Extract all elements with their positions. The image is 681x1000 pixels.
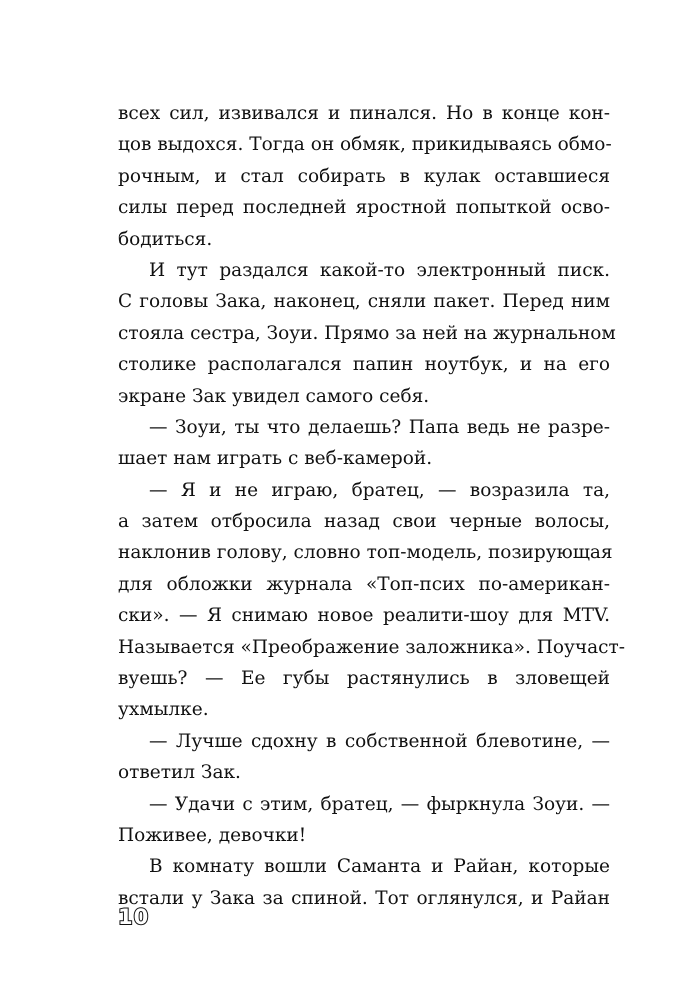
text-line: ухмылке.: [118, 699, 209, 721]
text-line: стояла сестра, Зоуи. Прямо за ней на журнальном: [118, 322, 616, 344]
text-line: ски». — Я снимаю новое реалити-шоу для MTV.: [118, 605, 610, 627]
text-line: для обложки журнала «Топ-псих по-американ-: [118, 573, 610, 595]
text-line: наклонив голову, словно топ-модель, позирующая: [118, 542, 613, 564]
text-line: силы перед последней яростной попыткой осво-: [118, 197, 610, 219]
text-line: — Лучше сдохну в собственной блевотине, —: [149, 730, 610, 752]
text-line: Называется «Преображение заложника». Поучаст-: [118, 636, 625, 658]
text-line: встали у Зака за спиной. Тот оглянулся, и Райан: [118, 887, 610, 909]
text-line: бодиться.: [118, 228, 213, 250]
text-line: — Зоуи, ты что делаешь? Папа ведь не разре-: [149, 416, 610, 438]
body-text: [118, 98, 625, 914]
text-line: всех сил, извивался и пинался. Но в конце кон-: [118, 103, 610, 124]
text-line: рочным, и стал собирать в кулак оставшиеся: [118, 165, 610, 187]
text-line: Поживее, девочки!: [118, 824, 307, 846]
text-line: С головы Зака, наконец, сняли пакет. Перед ним: [118, 291, 610, 313]
text-line: а затем отбросила назад свои черные волосы,: [118, 511, 610, 533]
page-number: 10: [118, 905, 150, 929]
text-line: И тут раздался какой-то электронный писк.: [149, 259, 610, 281]
text-line: экране Зак увидел самого себя.: [118, 385, 430, 407]
text-line: ответил Зак.: [118, 762, 241, 784]
text-line: шает нам играть с веб-камерой.: [118, 448, 433, 470]
text-line: В комнату вошли Саманта и Райан, которые: [149, 856, 610, 878]
text-line: — Я и не играю, братец, — возразила та,: [149, 479, 610, 501]
text-line: — Удачи с этим, братец, — фыркнула Зоуи. —: [149, 793, 610, 815]
text-line: столике располагался папин ноутбук, и на его: [118, 354, 610, 376]
text-line: цов выдохся. Тогда он обмяк, прикидываясь обмо-: [118, 134, 612, 156]
text-line: вуешь? — Ее губы растянулись в зловещей: [118, 668, 610, 690]
